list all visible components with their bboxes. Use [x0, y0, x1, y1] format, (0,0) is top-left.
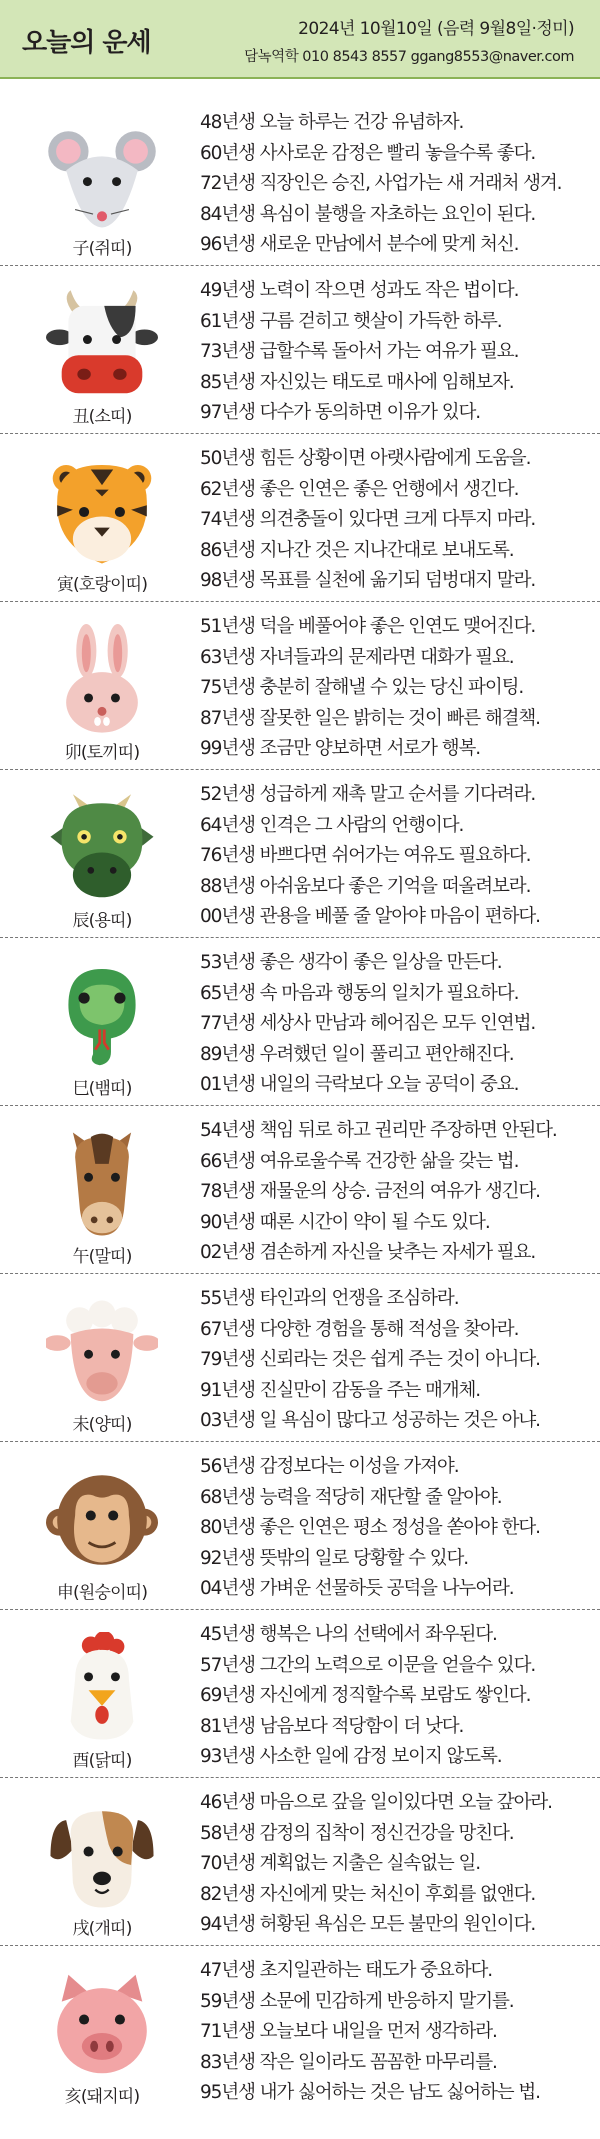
fortune-line: 74년생 의견충돌이 있다면 크게 다투지 마라. [200, 509, 536, 530]
fortune-line: 60년생 사사로운 감정은 빨리 놓을수록 좋다. [200, 142, 536, 164]
header-contact: 담녹역학 010 8543 8557 ggang8553@naver.com [244, 49, 574, 65]
rat-icon [46, 120, 158, 232]
fortune-line: 95년생 내가 싫어하는 것은 남도 싫어하는 법. [200, 2082, 540, 2103]
fortune-line: 77년생 세상사 만남과 헤어짐은 모두 인연법. [200, 1013, 536, 1034]
fortune-line: 91년생 진실만이 감동을 주는 매개체. [200, 1379, 481, 1401]
fortune-line: 03년생 일 욕심이 많다고 성공하는 것은 아냐. [200, 1410, 540, 1431]
zodiac-row-sheep [0, 1274, 600, 1442]
fortune-line: 59년생 소문에 민감하게 반응하지 말기를. [200, 1990, 514, 2012]
fortune-line: 87년생 잘못한 일은 밝히는 것이 빠른 해결책. [200, 707, 540, 729]
fortune-line: 58년생 감정의 집착이 정신건강을 망친다. [200, 1822, 514, 1844]
fortune-line: 75년생 충분히 잘해낼 수 있는 당신 파이팅. [200, 677, 524, 698]
fortune-line: 82년생 자신에게 맞는 처신이 후회를 없앤다. [200, 1883, 536, 1905]
header-date: 2024년 10월10일 (음력 9월8일·정미) [298, 19, 574, 39]
sheep-icon [46, 1296, 158, 1408]
fortune-line: 83년생 작은 일이라도 꼼꼼한 마무리를. [200, 2051, 497, 2073]
fortune-line: 46년생 마음으로 갚을 일이있다면 오늘 갚아라. [200, 1792, 552, 1813]
fortune-line: 80년생 좋은 인연은 평소 정성을 쏟아야 한다. [200, 1517, 540, 1538]
zodiac-label: 午(말띠) [72, 1247, 132, 1267]
fortune-line: 68년생 능력을 적당히 재단할 줄 알아야. [200, 1486, 502, 1508]
zodiac-row-rooster [0, 1610, 600, 1778]
fortune-line: 96년생 새로운 만남에서 분수에 맞게 처신. [200, 234, 519, 255]
cow-icon [46, 288, 158, 400]
fortune-lines [200, 276, 596, 429]
fortune-lines [200, 948, 596, 1101]
zodiac-label: 寅(호랑이띠) [56, 575, 148, 595]
fortune-line: 81년생 남음보다 적당함이 더 낫다. [200, 1715, 464, 1737]
fortune-lines [200, 780, 596, 933]
fortune-line: 52년생 성급하게 재촉 말고 순서를 기다려라. [200, 784, 536, 805]
zodiac-label: 未(양띠) [72, 1415, 132, 1435]
fortune-lines [200, 612, 596, 765]
dragon-icon [46, 792, 158, 904]
zodiac-row-rabbit [0, 602, 600, 770]
fortune-line: 90년생 때론 시간이 약이 될 수도 있다. [200, 1211, 490, 1233]
fortune-line: 79년생 신뢰라는 것은 쉽게 주는 것이 아니다. [200, 1349, 540, 1370]
fortune-line: 85년생 자신있는 태도로 매사에 임해보자. [200, 371, 514, 393]
zodiac-row-cow [0, 266, 600, 434]
fortune-line: 98년생 목표를 실천에 옮기되 덤벙대지 말라. [200, 570, 536, 591]
zodiac-label: 亥(돼지띠) [64, 2087, 140, 2107]
fortune-line: 65년생 속 마음과 행동의 일치가 필요하다. [200, 982, 519, 1004]
fortune-line: 76년생 바쁘다면 쉬어가는 여유도 필요하다. [200, 845, 531, 866]
page-title: 오늘의 운세 [22, 28, 151, 58]
snake-icon [46, 960, 158, 1072]
fortune-line: 92년생 뜻밖의 일로 당황할 수 있다. [200, 1547, 469, 1569]
fortune-lines [200, 1788, 596, 1941]
fortune-line: 47년생 초지일관하는 태도가 중요하다. [200, 1960, 493, 1981]
fortune-line: 45년생 행복은 나의 선택에서 좌우된다. [200, 1624, 497, 1645]
zodiac-row-dog [0, 1778, 600, 1946]
fortune-line: 88년생 아쉬움보다 좋은 기억을 떠올려보라. [200, 875, 531, 897]
zodiac-label: 戌(개띠) [72, 1919, 132, 1939]
horse-icon [46, 1128, 158, 1240]
monkey-icon [46, 1464, 158, 1576]
dog-icon [46, 1800, 158, 1912]
fortune-line: 62년생 좋은 인연은 좋은 언행에서 생긴다. [200, 478, 519, 500]
fortune-line: 00년생 관용을 베풀 줄 알아야 마음이 편하다. [200, 906, 540, 927]
fortune-line: 51년생 덕을 베풀어야 좋은 인연도 맺어진다. [200, 616, 536, 637]
fortune-line: 72년생 직장인은 승진, 사업가는 새 거래처 생겨. [200, 173, 562, 194]
zodiac-row-snake [0, 938, 600, 1106]
fortune-line: 99년생 조금만 양보하면 서로가 행복. [200, 738, 481, 759]
zodiac-label: 卯(토끼띠) [64, 743, 140, 763]
fortune-lines [200, 1956, 596, 2109]
fortune-lines [200, 1116, 596, 1269]
fortune-lines [200, 108, 596, 261]
fortune-line: 63년생 자녀들과의 문제라면 대화가 필요. [200, 646, 514, 668]
zodiac-row-dragon [0, 770, 600, 938]
zodiac-row-pig [0, 1946, 600, 2114]
fortune-line: 54년생 책임 뒤로 하고 권리만 주장하면 안된다. [200, 1120, 557, 1141]
fortune-line: 61년생 구름 걷히고 햇살이 가득한 하루. [200, 310, 502, 332]
fortune-line: 53년생 좋은 생각이 좋은 일상을 만든다. [200, 952, 502, 973]
fortune-line: 69년생 자신에게 정직할수록 보람도 쌓인다. [200, 1685, 531, 1706]
fortune-line: 67년생 다양한 경험을 통해 적성을 찾아라. [200, 1318, 519, 1340]
zodiac-row-tiger [0, 434, 600, 602]
fortune-lines [200, 444, 596, 597]
fortune-line: 02년생 겸손하게 자신을 낮추는 자세가 필요. [200, 1242, 536, 1263]
fortune-line: 97년생 다수가 동의하면 이유가 있다. [200, 402, 481, 423]
fortune-line: 04년생 가벼운 선물하듯 공덕을 나누어라. [200, 1578, 514, 1599]
header [0, 0, 600, 78]
fortune-line: 56년생 감정보다는 이성을 가져야. [200, 1456, 459, 1477]
fortune-line: 70년생 계획없는 지출은 실속없는 일. [200, 1853, 481, 1874]
fortune-line: 89년생 우려했던 일이 풀리고 편안해진다. [200, 1043, 514, 1065]
fortune-line: 78년생 재물운의 상승. 금전의 여유가 생긴다. [200, 1181, 540, 1202]
fortune-lines [200, 1452, 596, 1605]
fortune-line: 64년생 인격은 그 사람의 언행이다. [200, 814, 464, 836]
fortune-line: 57년생 그간의 노력으로 이문을 얻을수 있다. [200, 1654, 536, 1676]
fortune-line: 66년생 여유로울수록 건강한 삶을 갖는 법. [200, 1150, 519, 1172]
zodiac-label: 酉(닭띠) [72, 1751, 132, 1771]
zodiac-label: 辰(용띠) [72, 911, 132, 931]
fortune-lines [200, 1284, 596, 1437]
fortune-line: 55년생 타인과의 언쟁을 조심하라. [200, 1288, 459, 1309]
zodiac-label: 丑(소띠) [72, 407, 132, 427]
fortune-line: 86년생 지나간 것은 지나간대로 보내도록. [200, 539, 514, 561]
fortune-line: 73년생 급할수록 돌아서 가는 여유가 필요. [200, 341, 519, 362]
fortune-lines [200, 1620, 596, 1773]
fortune-line: 50년생 힘든 상황이면 아랫사람에게 도움을. [200, 448, 531, 469]
zodiac-row-monkey [0, 1442, 600, 1610]
fortune-line: 84년생 욕심이 불행을 자초하는 요인이 된다. [200, 203, 536, 225]
zodiac-row-horse [0, 1106, 600, 1274]
rooster-icon [46, 1632, 158, 1744]
zodiac-row-rat [0, 98, 600, 266]
fortune-line: 71년생 오늘보다 내일을 먼저 생각하라. [200, 2021, 497, 2042]
fortune-line: 01년생 내일의 극락보다 오늘 공덕이 중요. [200, 1074, 519, 1095]
tiger-icon [46, 456, 158, 568]
rabbit-icon [46, 624, 158, 736]
header-divider [0, 77, 600, 79]
zodiac-label: 子(쥐띠) [72, 239, 132, 259]
fortune-line: 94년생 허황된 욕심은 모든 불만의 원인이다. [200, 1914, 536, 1935]
pig-icon [46, 1968, 158, 2080]
zodiac-label: 申(원숭이띠) [56, 1583, 148, 1603]
fortune-line: 48년생 오늘 하루는 건강 유념하자. [200, 112, 464, 133]
fortune-line: 93년생 사소한 일에 감정 보이지 않도록. [200, 1746, 502, 1767]
zodiac-label: 巳(뱀띠) [72, 1079, 132, 1099]
fortune-line: 49년생 노력이 작으면 성과도 작은 법이다. [200, 280, 519, 301]
